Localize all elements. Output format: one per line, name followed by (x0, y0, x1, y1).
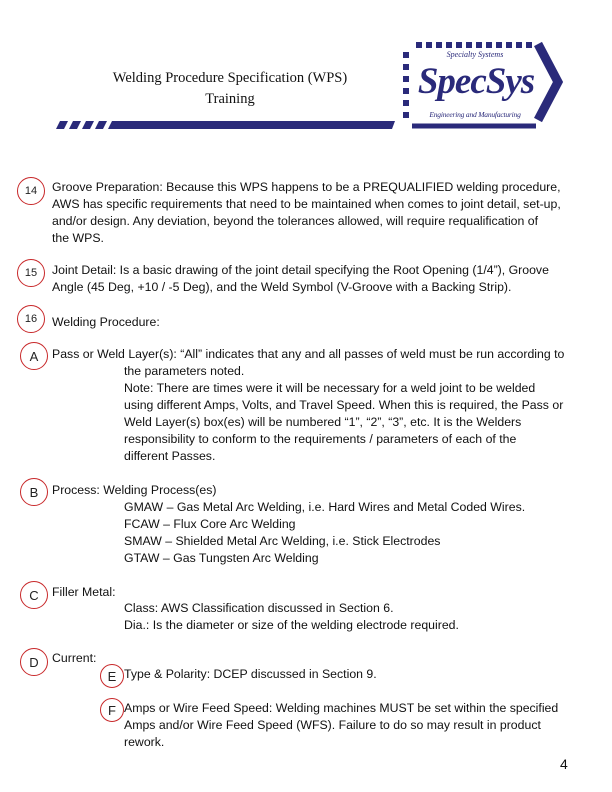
text-line: AWS has specific requirements that need to be maintained when comes to joint detail, set-up, (52, 197, 561, 211)
pass-weld-layer-details (124, 363, 594, 465)
text-line: Angle (45 Deg, +10 / -5 Deg), and the Weld Symbol (V-Groove with a Backing Strip). (52, 280, 512, 294)
list-item: FCAW – Flux Core Arc Welding (124, 517, 296, 531)
current-heading: Current: (52, 651, 97, 665)
groove-preparation-paragraph (52, 179, 597, 247)
text-line: Groove Preparation: Because this WPS happens to be a PREQUALIFIED welding procedure, (52, 180, 561, 194)
text-line: the WPS. (52, 231, 104, 245)
item-number-badge: 15 (17, 259, 45, 287)
item-number-badge: 14 (17, 177, 45, 205)
text-line: Amps or Wire Feed Speed: Welding machines MUST be set within the specified (124, 701, 559, 715)
list-item: GMAW – Gas Metal Arc Welding, i.e. Hard Wires and Metal Coded Wires. (124, 500, 526, 514)
process-heading: Process: Welding Process(es) (52, 483, 217, 497)
pass-weld-layer-heading: Pass or Weld Layer(s): “All” indicates that any and all passes of weld must be run according to (52, 347, 565, 361)
text-line: using different Amps, Volts, and Travel Speed. When this is required, the Pass or (124, 398, 564, 412)
filler-metal-details (124, 600, 594, 634)
filler-metal-heading: Filler Metal: (52, 585, 116, 599)
page-title (70, 68, 390, 110)
type-polarity-text: Type & Polarity: DCEP discussed in Section 9. (124, 667, 377, 681)
text-line: the parameters noted. (124, 364, 245, 378)
title-line-2: Training (205, 91, 255, 107)
section-badge-c: C (20, 581, 48, 609)
text-line: responsibility to conform to the requirements / parameters of each of the (124, 432, 517, 446)
logo-brand: SpecSys (417, 61, 535, 102)
process-list (124, 499, 594, 567)
logo-tagline: Engineering and Manufacturing (429, 110, 521, 119)
text-line: Amps and/or Wire Feed Speed (WFS). Failure to do so may result in product (124, 718, 541, 732)
amps-wire-feed-paragraph (124, 700, 594, 751)
text-line: and/or design. Any deviation, beyond the tolerances allowed, will require requalification of (52, 214, 539, 228)
header-stripe (55, 118, 400, 132)
logo-small-text: Specialty Systems (446, 50, 504, 59)
text-line: Weld Layer(s) box(es) will be numbered “1”, “2”, “3”, etc. It is the Welders (124, 415, 522, 429)
section-badge-a: A (20, 342, 48, 370)
text-line: Dia.: Is the diameter or size of the welding electrode required. (124, 618, 459, 632)
section-badge-b: B (20, 478, 48, 506)
text-line: Joint Detail: Is a basic drawing of the joint detail specifying the Root Opening (1/4”), Groove (52, 263, 549, 277)
text-line: Note: There are times were it will be necessary for a weld joint to be welded (124, 381, 536, 395)
text-line: different Passes. (124, 449, 216, 463)
joint-detail-paragraph (52, 262, 597, 296)
text-line: rework. (124, 735, 165, 749)
specsys-logo (398, 40, 568, 132)
section-badge-f: F (100, 698, 124, 722)
page-number: 4 (560, 756, 568, 772)
item-number-badge: 16 (17, 305, 45, 333)
list-item: SMAW – Shielded Metal Arc Welding, i.e. Stick Electrodes (124, 534, 441, 548)
section-badge-d: D (20, 648, 48, 676)
text-line: Class: AWS Classification discussed in Section 6. (124, 601, 394, 615)
welding-procedure-heading: Welding Procedure: (52, 315, 160, 329)
section-badge-e: E (100, 664, 124, 688)
list-item: GTAW – Gas Tungsten Arc Welding (124, 551, 319, 565)
title-line-1: Welding Procedure Specification (WPS) (112, 70, 348, 86)
